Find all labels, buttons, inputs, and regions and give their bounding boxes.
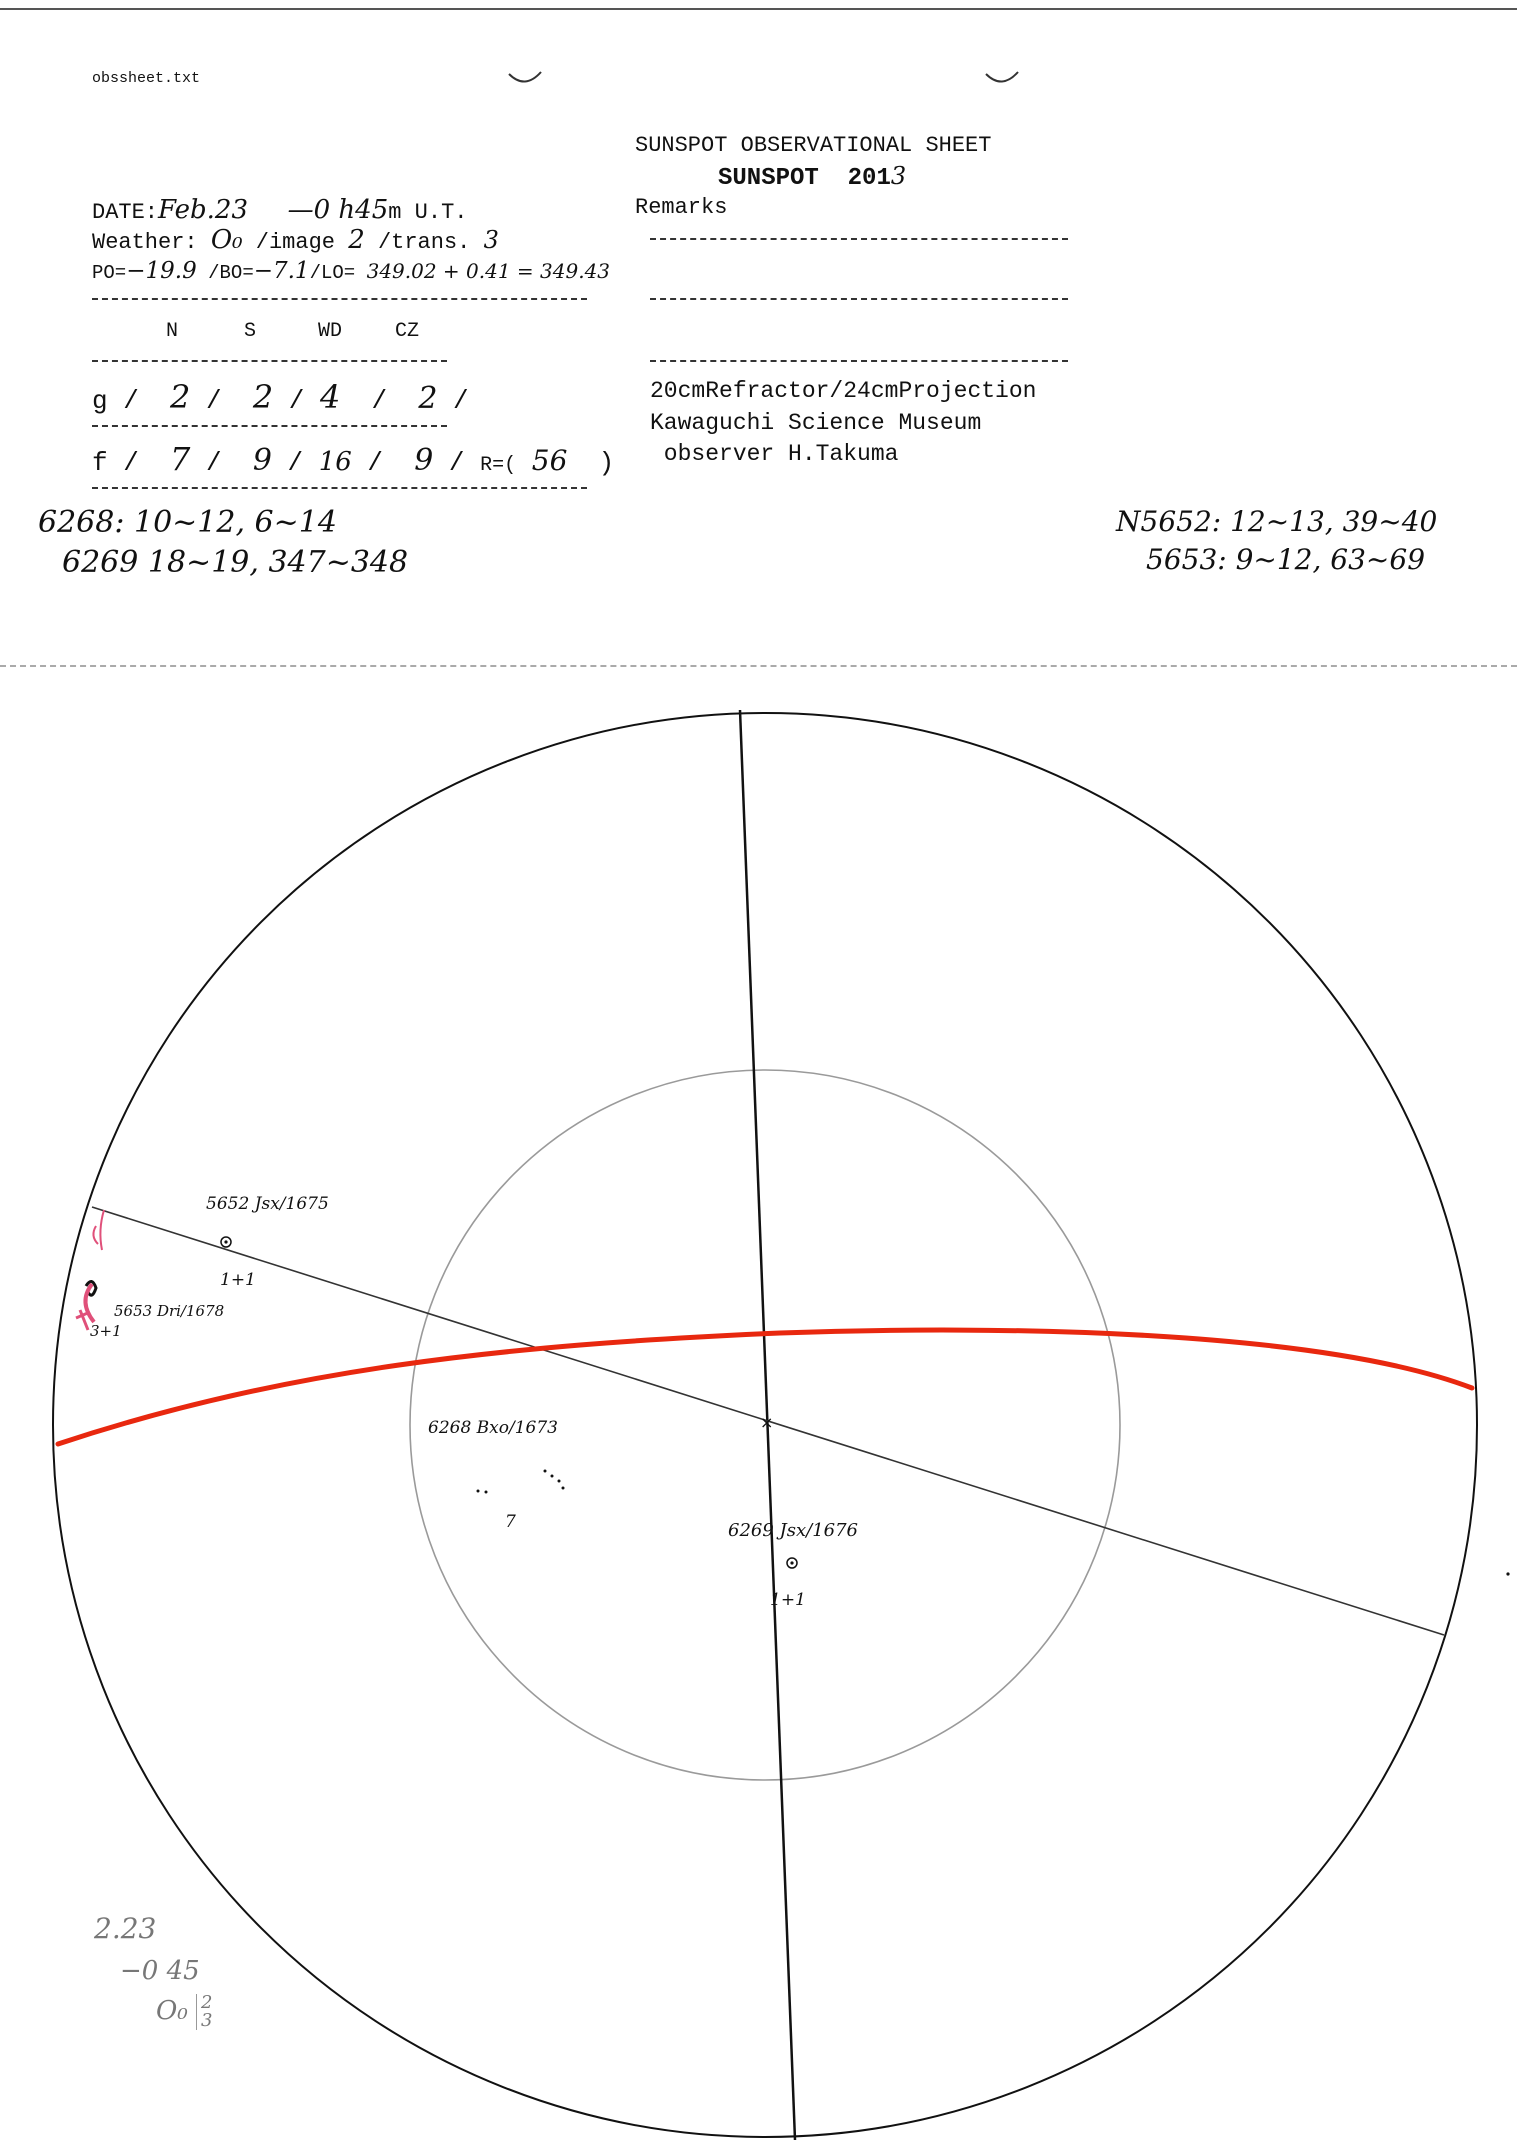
group-count-5652: 1+1 [220,1270,256,1290]
bo-label: /BO= [208,262,254,284]
f-row: f / 7 / 9 / 16 / 9 / R=( 56 ) [92,440,615,478]
remarks-museum: Kawaguchi Science Museum [650,410,982,436]
trans-value: 3 [483,226,499,254]
date-value: Feb.23 [158,195,249,225]
trans-label: /trans. [377,230,471,255]
bo-value: −7.1 [253,258,310,284]
r-close: ) [598,448,615,478]
spot-6268-a [477,1490,480,1493]
group-label-5653: 5653 Dri/1678 [114,1302,225,1320]
weather-label: Weather: [92,230,198,255]
g-value-wd: 4 [319,378,341,416]
spot-5652-core [224,1240,227,1243]
sheet-title: SUNSPOT OBSERVATIONAL SHEET [635,133,992,158]
footer-date: 2.23 [94,1912,157,1945]
footer-weather-value: O₀ [156,1996,188,2026]
column-header-n: N [166,320,179,343]
spot-6268-e [558,1480,561,1483]
spot-5652-faculae [93,1210,104,1250]
g-label: g [92,386,108,416]
weather-value: O₀ [210,225,243,255]
group-count-6268: 7 [505,1512,516,1532]
image-label: /image [255,230,335,255]
group-label-6268: 6268 Bxo/1673 [428,1418,558,1438]
remarks-observer: observer H.Takuma [650,441,899,467]
group-label-6269: 6269 Jsx/1676 [728,1520,859,1541]
note-left-1: 6268: 10~12, 6~14 [38,505,337,540]
f-value-wd: 16 [318,447,352,477]
spot-6268-d [551,1475,554,1478]
footer-image-value: 2 [201,1992,213,2013]
footer-weather [156,1994,212,2030]
group-count-5653: 3+1 [90,1322,122,1340]
r-label: R=( [480,454,517,477]
column-header-cz: CZ [395,320,420,343]
g-value-cz: 2 [418,381,438,416]
date-label: DATE: [92,200,159,225]
g-value-n: 2 [170,378,191,416]
g-row: g / 2 / 2 / 4 / 2 / [92,378,469,416]
spot-6269-core [790,1561,793,1564]
spot-6268-b [485,1491,488,1494]
remarks-instrument: 20cmRefractor/24cmProjection [650,378,1037,404]
footer-time: −0 45 [120,1956,200,1986]
group-label-5652: 5652 Jsx/1675 [206,1194,329,1214]
remarks-label: Remarks [635,195,728,220]
f-value-cz: 9 [414,443,434,478]
spot-6268-f [562,1487,565,1490]
note-right-2: 5653: 9~12, 63~69 [1146,543,1426,576]
spot-5653-faculae [85,1284,94,1322]
time-value: —0 h45 [287,195,389,225]
group-count-6269: 1+1 [770,1590,806,1610]
subtitle-prefix: SUNSPOT [718,165,819,192]
edge-mark [1506,1572,1509,1575]
disk-center-mark: × [760,1413,774,1432]
year-printed: 201 [847,165,891,192]
lo-value: 349.02 + 0.41 = 349.43 [366,259,611,283]
lo-label: /LO= [309,262,356,284]
time-unit: m U.T. [388,200,468,225]
column-header-wd: WD [318,320,343,343]
po-value: −19.9 [126,258,197,284]
year-hand: 3 [890,162,907,190]
f-label: f [92,448,108,478]
po-label: PO= [92,262,127,284]
f-value-n: 7 [170,440,191,478]
file-label: obssheet.txt [92,70,201,87]
image-value: 2 [348,225,365,255]
note-right-1: N5652: 12~13, 39~40 [1116,505,1438,538]
note-left-2: 6269 18~19, 347~348 [62,545,409,580]
f-value-s: 9 [252,443,272,478]
r-value: 56 [531,444,568,477]
column-header-s: S [244,320,257,343]
footer-trans-value: 3 [201,2010,213,2031]
g-value-s: 2 [252,378,274,416]
spot-6268-c [544,1470,547,1473]
